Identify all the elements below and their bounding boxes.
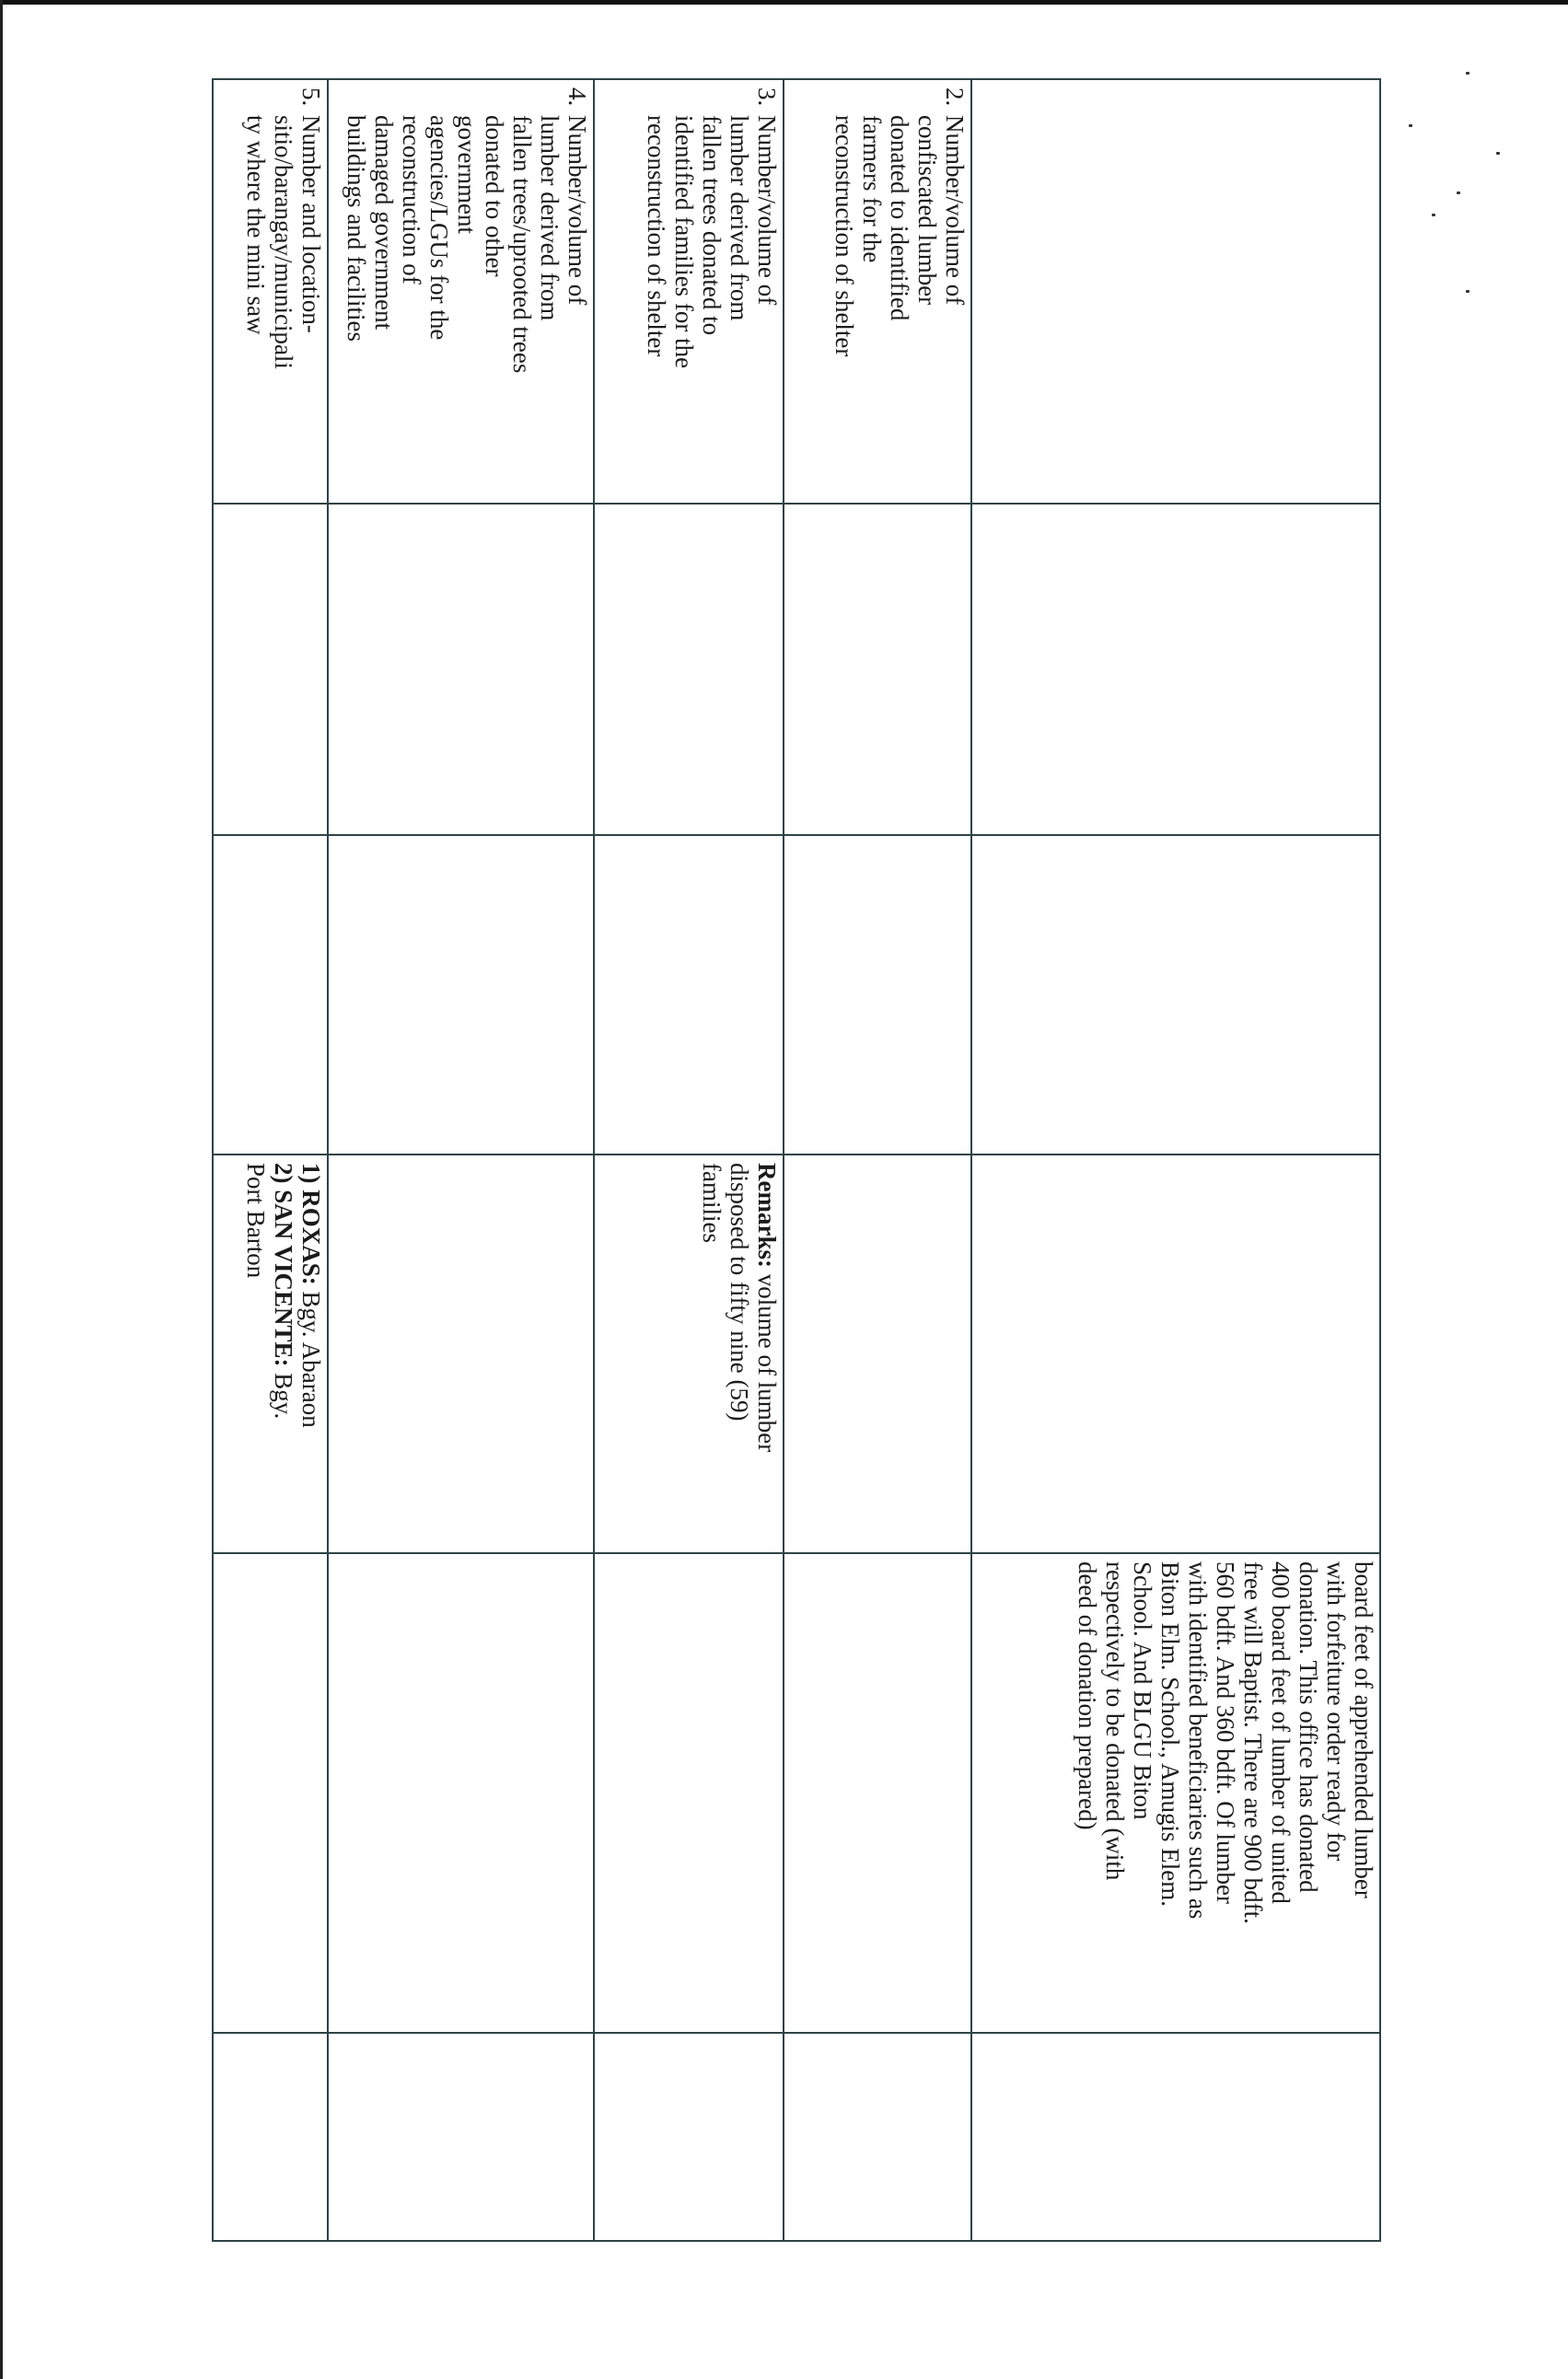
table-cell [971, 835, 1380, 1155]
scan-speck [1409, 124, 1412, 127]
accomplishment-table [212, 78, 1381, 2242]
scan-speck [1432, 214, 1435, 216]
table-cell [784, 504, 972, 835]
location-cell [213, 1155, 328, 1553]
table-cell [784, 835, 972, 1155]
scan-edge-top [0, 0, 1568, 5]
remarks-label: Remarks: [752, 1163, 781, 1268]
accomplishment-cell [971, 1553, 1380, 2033]
table-cell [594, 2033, 784, 2241]
table-cell [594, 835, 784, 1155]
indicator-text: Number and location- sitio/barangay/municipali ty where the mini saw [241, 115, 325, 369]
location-label: 2) SAN VICENTE: [269, 1163, 297, 1367]
indicator-text: Number/volume of lumber derived from fallen trees donated to identified families for the reconstruction of shelter [642, 115, 781, 369]
scan-speck [1466, 72, 1469, 75]
remarks-text: volume of lumber disposed to fifty nine (59) families [697, 1163, 781, 1453]
location-text: Bgy. Abaraon [296, 1284, 325, 1428]
indicator-cell [784, 79, 972, 504]
table-cell [213, 835, 328, 1155]
table-row [213, 79, 328, 2241]
indicator-cell [328, 79, 594, 504]
indicator-cell [213, 79, 328, 504]
indicator-number: 5. [296, 87, 325, 107]
indicator-text: Number/volume of lumber derived from fallen trees/uprooted trees donated to other government agencies/LGUs for the reconstruction of damaged government buildings and facilities [343, 115, 592, 374]
table-cell [784, 1155, 972, 1553]
table-cell [213, 1553, 328, 2033]
table-cell [213, 2033, 328, 2241]
indicator-number: 2. [941, 87, 970, 107]
table-cell [784, 1553, 972, 2033]
indicator-number: 4. [563, 87, 592, 107]
table-cell [328, 2033, 594, 2241]
table-row [971, 79, 1380, 2241]
table-cell [594, 1553, 784, 2033]
table-row [784, 79, 972, 2241]
remarks-cell [594, 1155, 784, 1553]
table-cell [328, 1155, 594, 1553]
table-row [594, 79, 784, 2241]
location-text: Port Barton [241, 1163, 270, 1279]
table-cell [971, 2033, 1380, 2241]
accomplishment-text: board feet of apprehended lumber with forfeiture order ready for donation. This office has donated 400 board feet of lumber of united free will Baptist. There are 900 bdft. 560 bdft. And 360 bdft. Of lumber with identified beneficiaries such as Biton Elm. School., Amugis Elem. School. And BLGU Biton respectively to be donated (with deed of donation prepared) [1074, 1561, 1377, 1924]
scan-speck [1496, 152, 1500, 155]
table-cell [213, 504, 328, 835]
scan-speck [1466, 290, 1469, 293]
table-cell [784, 2033, 972, 2241]
table-cell [328, 504, 594, 835]
indicator-cell [594, 79, 784, 504]
table-cell [328, 1553, 594, 2033]
indicator-text: Number/volume of confiscated lumber donated to identified farmers for the reconstruction of shelter [830, 115, 970, 357]
location-label: 1) ROXAS: [296, 1163, 325, 1285]
table-cell [971, 1155, 1380, 1553]
scan-edge-left [0, 0, 3, 2379]
table-cell [594, 504, 784, 835]
table-cell [971, 504, 1380, 835]
table-row [328, 79, 594, 2241]
rotated-page [212, 78, 1381, 2240]
location-text: Bgy. [269, 1366, 297, 1420]
table-cell [971, 79, 1380, 504]
scan-speck [1457, 191, 1460, 194]
table-cell [328, 835, 594, 1155]
indicator-number: 3. [752, 87, 781, 107]
